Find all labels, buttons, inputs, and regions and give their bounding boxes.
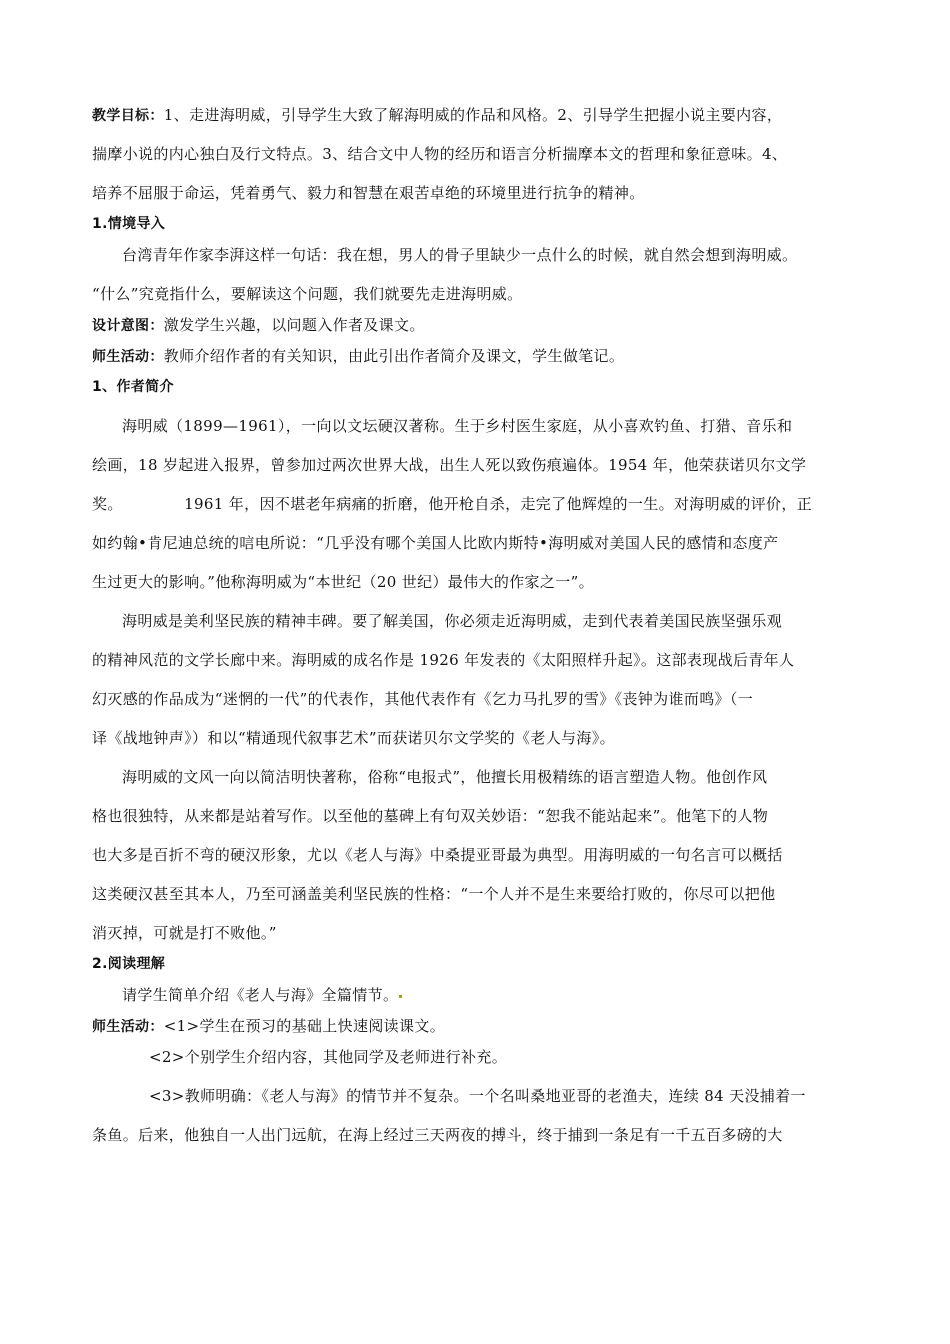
section2-heading: 2.阅读理解 bbox=[92, 956, 166, 972]
document-body bbox=[92, 100, 862, 1151]
author-p3-line-3: 也大多是百折不弯的硬汉形象，尤以《老人与海》中桑提亚哥最为典型。用海明威的一句名言可以概括 bbox=[92, 846, 783, 864]
objectives-label: 教学目标： bbox=[92, 108, 164, 124]
activity2-label: 师生活动： bbox=[92, 1019, 164, 1035]
objectives-line-2: 揣摩小说的内心独白及行文特点。3、结合文中人物的经历和语言分析揣摩本文的哲理和象征意味。4、 bbox=[92, 145, 788, 163]
step-1: <1>学生在预习的基础上快速阅读课文。 bbox=[163, 1017, 446, 1035]
section2-intro bbox=[92, 980, 862, 1011]
author-heading: 1、作者简介 bbox=[92, 379, 174, 395]
design-intent-text: 激发学生兴趣，以问题入作者及课文。 bbox=[163, 316, 425, 334]
author-p3-line-2: 格也很独特，从来都是站着写作。以至他的墓碑上有句双关妙语：“恕我不能站起来”。他笔下的人物 bbox=[92, 807, 769, 825]
author-p1-line-3: 奖。 1961 年，因不堪老年病痛的折磨，他开枪自杀，走完了他辉煌的一生。对海明威的评价，正 bbox=[92, 495, 813, 513]
author-p3-line-4: 这类硬汉甚至其本人，乃至可涵盖美利坚民族的性格：“一个人并不是生来要给打败的，你尽可以把他 bbox=[92, 885, 776, 903]
author-p1-line-5: 生过更大的影响。”他称海明威为“本世纪（20 世纪）最伟大的作家之一”。 bbox=[92, 573, 594, 591]
teacher-student-activity-1 bbox=[92, 341, 862, 372]
section2-intro-text: 请学生简单介绍《老人与海》全篇情节。 bbox=[122, 986, 399, 1004]
author-p1-line-2: 绘画，18 岁起进入报界，曾参加过两次世界大战，出生人死以致伤痕遍体。1954 年，他荣获诺贝尔文学 bbox=[92, 456, 807, 474]
author-p2-line-1: 海明威是美利坚民族的精神丰碑。要了解美国，你必须走近海明威，走到代表着美国民族坚强乐观 bbox=[122, 612, 783, 630]
objectives-line-3: 培养不屈服于命运，凭着勇气、毅力和智慧在艰苦卓绝的环境里进行抗争的精神。 bbox=[92, 184, 645, 202]
author-p1-line-4: 如约翰•肯尼迪总统的唁电所说：“几乎没有哪个美国人比欧内斯特•海明威对美国人民的感情和态度产 bbox=[92, 534, 779, 552]
section1-heading: 1.情境导入 bbox=[92, 216, 166, 232]
step-3-line-2: 条鱼。后来，他独自一人出门远航，在海上经过三天两夜的搏斗，终于捕到一条足有一千五百多磅的大 bbox=[92, 1126, 783, 1144]
author-p2-line-3: 幻灭感的作品成为“迷惘的一代”的代表作，其他代表作有《乞力马扎罗的雪》《丧钟为谁而鸣》（一 bbox=[92, 690, 754, 708]
design-intent-label: 设计意图： bbox=[92, 318, 164, 334]
author-p2-line-2: 的精神风范的文学长廊中来。海明威的成名作是 1926 年发表的《太阳照样升起》。这部表现战后青年人 bbox=[92, 651, 795, 669]
step-3-line-1: <3>教师明确：《老人与海》的情节并不复杂。一个名叫桑地亚哥的老渔夫，连续 84 天没捕着一 bbox=[149, 1087, 806, 1105]
activity-text: 教师介绍作者的有关知识，由此引出作者简介及课文，学生做笔记。 bbox=[163, 347, 625, 365]
activity-label: 师生活动： bbox=[92, 349, 164, 365]
author-p1-line-1: 海明威（1899—1961），一向以文坛硬汉著称。生于乡村医生家庭，从小喜欢钓鱼、打猎、音乐和 bbox=[122, 417, 793, 435]
mark-dot-icon bbox=[399, 995, 402, 998]
teacher-student-activity-2 bbox=[92, 1011, 862, 1042]
author-p3-line-1: 海明威的文风一向以简洁明快著称，俗称“电报式”，他擅长用极精练的语言塑造人物。他创作风 bbox=[122, 768, 768, 786]
author-p2-line-4: 译《战地钟声》）和以“精通现代叙事艺术”而获诺贝尔文学奖的《老人与海》。 bbox=[92, 729, 615, 747]
objectives-line-1 bbox=[92, 100, 862, 131]
design-intent bbox=[92, 310, 862, 341]
author-p3-line-5: 消灭掉，可就是打不败他。” bbox=[92, 924, 277, 942]
section1-paragraph-line-1: 台湾青年作家李湃这样一句话：我在想，男人的骨子里缺少一点什么的时候，就自然会想到海明威。 bbox=[122, 246, 798, 264]
objectives-text-1: 1、走进海明威，引导学生大致了解海明威的作品和风格。2、引导学生把握小说主要内容， bbox=[163, 106, 783, 124]
section1-paragraph-line-2: “什么”究竟指什么，要解读这个问题，我们就要先走进海明威。 bbox=[92, 285, 523, 303]
step-2: <2>个别学生介绍内容，其他同学及老师进行补充。 bbox=[149, 1048, 508, 1066]
